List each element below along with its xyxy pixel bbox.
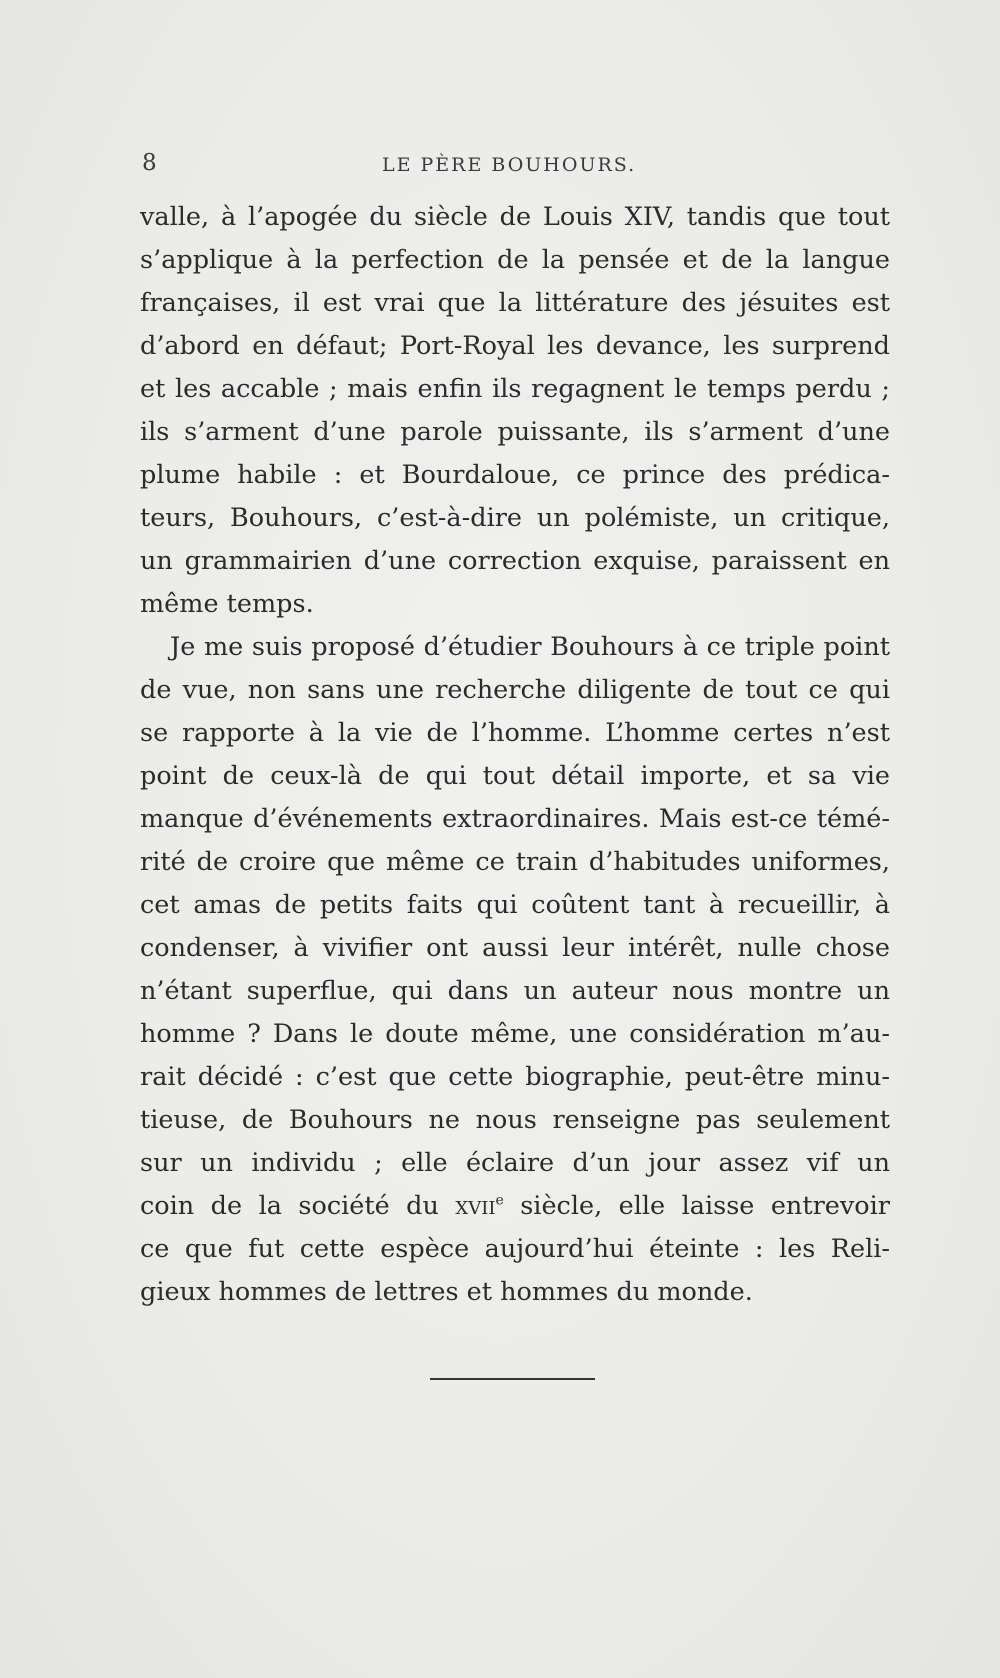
text-line: valle, à l’apogée du siècle de Louis XIV, tandis que tout [140, 202, 890, 232]
text-line: point de ceux-là de qui tout détail importe, et sa vie [140, 761, 890, 791]
text-line: manque d’événements extraordinaires. Mais est-ce témé- [140, 804, 890, 834]
text-line: un grammairien d’une correction exquise, paraissent en [140, 546, 890, 576]
line-start: coin de la société du [140, 1191, 456, 1221]
text-line: ce que fut cette espèce aujourd’hui éteinte : les Reli- [140, 1234, 890, 1264]
text-line: ils s’arment d’une parole puissante, ils s’arment d’une [140, 417, 890, 447]
century-numeral: xvii [455, 1191, 496, 1221]
text-line: condenser, à vivifier ont aussi leur intérêt, nulle chose [140, 933, 890, 963]
paragraph-end-line: même temps. [140, 589, 314, 619]
body-text [140, 196, 890, 1314]
text-line: cet amas de petits faits qui coûtent tant à recueillir, à [140, 890, 890, 920]
text-line: se rapporte à la vie de l’homme. L’homme certes n’est [140, 718, 890, 748]
paragraph-start-line: Je me suis proposé d’étudier Bouhours à ce triple point [170, 632, 890, 662]
century-superscript: e [495, 1192, 504, 1209]
text-line: homme ? Dans le doute même, une considération m’au- [140, 1019, 890, 1049]
text-line: d’abord en défaut; Port-Royal les devance, les surprend [140, 331, 890, 361]
text-line: n’étant superflue, qui dans un auteur nous montre un [140, 976, 890, 1006]
running-title: LE PÈRE BOUHOURS. [382, 154, 637, 176]
page-number: 8 [142, 150, 157, 176]
paragraph-end-line: gieux hommes de lettres et hommes du monde. [140, 1277, 753, 1307]
text-line: rait décidé : c’est que cette biographie, peut-être minu- [140, 1062, 890, 1092]
closing-rule [430, 1378, 595, 1380]
text-line: et les accable ; mais enfin ils regagnent le temps perdu ; [140, 374, 890, 404]
text-line: de vue, non sans une recherche diligente de tout ce qui [140, 675, 890, 705]
line-rest: siècle, elle laisse entrevoir [503, 1191, 890, 1221]
running-head [142, 150, 882, 186]
text-line: teurs, Bouhours, c’est-à-dire un polémiste, un critique, [140, 503, 890, 533]
text-line: tieuse, de Bouhours ne nous renseigne pas seulement [140, 1105, 890, 1135]
text-line: françaises, il est vrai que la littérature des jésuites est [140, 288, 890, 318]
text-line-century [140, 1185, 890, 1228]
text-line: rité de croire que même ce train d’habitudes uniformes, [140, 847, 890, 877]
text-line: s’applique à la perfection de la pensée et de la langue [140, 245, 890, 275]
text-line: plume habile : et Bourdaloue, ce prince des prédica- [140, 460, 890, 490]
text-line: sur un individu ; elle éclaire d’un jour assez vif un [140, 1148, 890, 1178]
